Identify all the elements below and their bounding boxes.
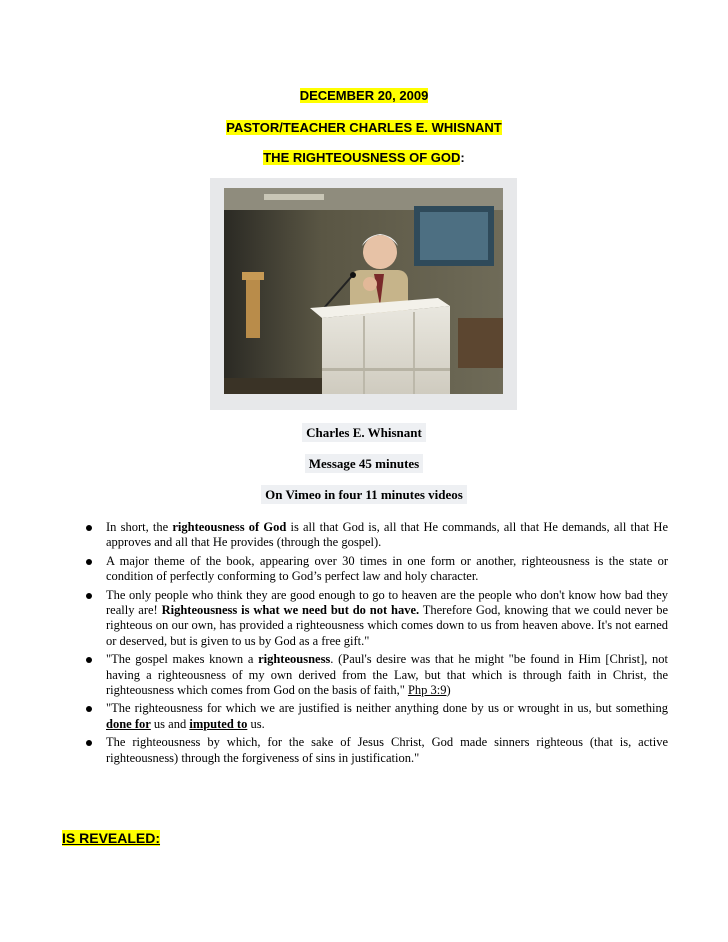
header-date: DECEMBER 20, 2009: [299, 88, 429, 103]
pastor-photo-illustration: [224, 188, 503, 394]
section-heading: [62, 830, 160, 846]
list-item: The righteousness by which, for the sake of Jesus Christ, God made sinners righteous (that is, active righteousness) through the forgiveness of sins in justification.": [78, 735, 668, 766]
list-item: A major theme of the book, appearing over 30 times in one form or another, righteousness is the state or condition of perfectly conforming to God’s perfect law and holy character.: [78, 554, 668, 585]
caption-length-line: [0, 455, 728, 473]
bullet-icon: [86, 559, 92, 565]
page-title: THE RIGHTEOUSNESS OF GOD: [263, 150, 461, 165]
bullet-list: [78, 520, 668, 769]
caption-vimeo-line: [0, 486, 728, 504]
bullet-icon: [86, 593, 92, 599]
bullet-icon: [86, 525, 92, 531]
bullet-icon: [86, 657, 92, 663]
is-revealed-heading: IS REVEALED:: [62, 830, 161, 846]
scripture-link-php-3-9[interactable]: Php 3:9: [407, 683, 447, 698]
bullet-icon: [86, 706, 92, 712]
list-item: "The righteousness for which we are justified is neither anything done by us or wrought in us, but something done for us and imputed to us.: [78, 701, 668, 732]
header-speaker: PASTOR/TEACHER CHARLES E. WHISNANT: [226, 120, 502, 135]
list-item: The only people who think they are good enough to go to heaven are the people who don't know how bad they really are! Righteousness is what we need but do not have. Therefore God, knowing that we could never be righteous on our own, has provided a righteousness which comes down to us from heaven above. It's not earned or deserved, but is given to us by God as a free gift.": [78, 588, 668, 650]
vimeo-caption: On Vimeo in four 11 minutes videos: [261, 485, 467, 504]
speaker-name-caption: Charles E. Whisnant: [302, 423, 426, 442]
pastor-at-pulpit-photo: [224, 188, 503, 394]
caption-name-line: [0, 424, 728, 442]
page-title-line: [0, 150, 728, 165]
bullet-icon: [86, 740, 92, 746]
header-date-line: [0, 88, 728, 103]
list-item: "The gospel makes known a righteousness. (Paul's desire was that he might "be found in Him [Christ], not having a righteousness of my own derived from the Law, but that which is through faith in Christ, the righteousness which comes from God on the basis of faith," Php 3:9): [78, 652, 668, 698]
header-speaker-line: [0, 120, 728, 135]
message-length-caption: Message 45 minutes: [305, 454, 424, 473]
photo-frame: [210, 178, 517, 410]
list-item: In short, the righteousness of God is all that God is, all that He commands, all that He demands, all that He approves and all that He provides (through the gospel).: [78, 520, 668, 551]
page-title-colon: :: [460, 150, 465, 165]
